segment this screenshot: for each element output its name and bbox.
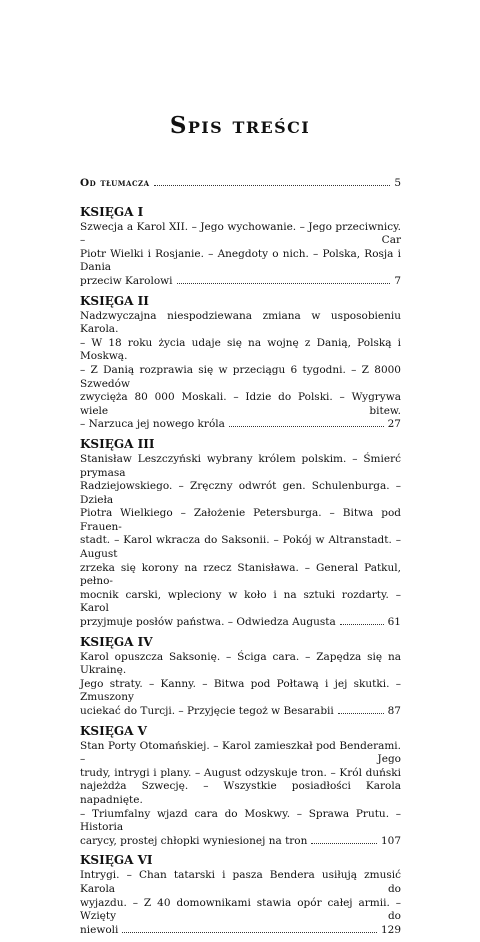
description-line: trudy, intrygi i plany. – August odzyskuje tron. – Król duński (80, 766, 401, 779)
description-line: najeżdża Szwecję. – Wszystkie posiadłości Karola napadnięte. (80, 780, 401, 806)
description-line: Intrygi. – Chan tatarski i pasza Bendera usiłują zmusić Karola do (80, 869, 401, 895)
description-last-line (80, 616, 401, 630)
description-line: Szwecja a Karol XII. – Jego wychowanie. – Jego przeciwnicy. – Car (80, 220, 401, 247)
description-line: Piotra Wielkiego – Założenie Petersburga. – Bitwa pod Frauen- (80, 507, 401, 533)
description-line: Jego straty. – Kanny. – Bitwa pod Połtawą i jej skutki. – Zmuszony (80, 677, 401, 704)
dot-leader (340, 624, 384, 625)
description-line: Stan Porty Otomańskiej. – Karol zamieszkał pod Benderami. – Jego (80, 739, 401, 766)
book-description (80, 310, 401, 432)
toc-book-entry[interactable] (80, 635, 401, 719)
description-line: wyjazdu. – Z 40 domownikami stawia opór całej armii. – Wzięty do (80, 896, 401, 923)
toc-entry-intro[interactable] (80, 177, 401, 191)
toc-book-entry[interactable] (80, 437, 401, 630)
description-line: Radziejowskiego. – Zręczny odwrót gen. Schulenburga. – Dzieła (80, 480, 401, 506)
page-number: 61 (387, 616, 401, 629)
description-line: Stanisław Leszczyński wybrany królem polskim. – Śmierć prymasa (80, 452, 401, 479)
book-description (80, 869, 401, 937)
book-description (80, 453, 401, 630)
page-title: Spis treści (169, 112, 311, 139)
toc-book-entry[interactable] (80, 205, 401, 289)
dot-leader (122, 932, 377, 933)
book-title: KSIĘGA II (80, 293, 149, 308)
toc-entry-label: Od tłumacza (80, 177, 150, 189)
description-last-line (80, 705, 401, 719)
description-line: Piotr Wielki i Rosjanie. – Anegdoty o nich. – Polska, Rosja i Dania (80, 247, 401, 274)
description-line: przeciw Karolowi (80, 274, 173, 287)
description-line: carycy, prostej chłopki wyniesionej na tron (80, 834, 308, 847)
toc-book-entry[interactable] (80, 724, 401, 849)
book-title: KSIĘGA IV (80, 634, 153, 649)
book-description (80, 651, 401, 719)
book-title: KSIĘGA VI (80, 853, 153, 868)
description-last-line (80, 835, 401, 849)
description-line: stadt. – Karol wkracza do Saksonii. – Pokój w Altranstadt. – August (80, 534, 401, 561)
description-line: Nadzwyczajna niespodziewana zmiana w usposobieniu Karola. (80, 309, 401, 336)
description-line: niewoli (80, 923, 119, 936)
page-number: 107 (380, 834, 401, 847)
description-line: zwycięża 80 000 Moskali. – Idzie do Polski. – Wygrywa wiele bitew. (80, 391, 401, 417)
dot-leader (338, 713, 384, 714)
book-title: KSIĘGA I (80, 204, 144, 219)
dot-leader (229, 426, 384, 427)
page-number: 5 (394, 177, 401, 189)
toc-book-entry[interactable] (80, 294, 401, 432)
description-line: zrzeka się korony na rzecz Stanisława. – General Patkul, pełno- (80, 561, 401, 588)
page-number: 129 (380, 923, 401, 936)
toc-book-entry[interactable] (80, 853, 401, 937)
description-line: przyjmuje posłów państwa. – Odwiedza Augusta (80, 616, 336, 629)
description-last-line (80, 418, 401, 432)
book-title: KSIĘGA III (80, 436, 155, 451)
page-number: 27 (387, 418, 401, 431)
dot-leader (154, 185, 391, 186)
dot-leader (311, 843, 377, 844)
description-line: – Triumfalny wjazd cara do Moskwy. – Sprawa Prutu. – Historia (80, 807, 401, 834)
book-list (80, 205, 401, 938)
description-line: – Narzuca jej nowego króla (80, 418, 225, 431)
description-last-line (80, 275, 401, 289)
description-line: mocnik carski, wpleciony w koło i na sztuki rozdarty. – Karol (80, 588, 401, 615)
page-number: 7 (394, 274, 401, 287)
book-description (80, 221, 401, 289)
book-description (80, 740, 401, 849)
page-number: 87 (387, 705, 401, 717)
description-line: uciekać do Turcji. – Przyjęcie tegoż w Besarabii (80, 705, 334, 717)
dot-leader (177, 283, 391, 284)
description-last-line (80, 924, 401, 938)
table-of-contents (80, 177, 401, 942)
book-title: KSIĘGA V (80, 723, 147, 738)
description-line: – Z Danią rozprawia się w przeciągu 6 tygodni. – Z 8000 Szwedów (80, 363, 401, 390)
description-line: – W 18 roku życia udaje się na wojnę z Danią, Polską i Moskwą. (80, 336, 401, 363)
description-line: Karol opuszcza Saksonię. – Ściga cara. – Zapędza się na Ukrainę. (80, 650, 401, 677)
